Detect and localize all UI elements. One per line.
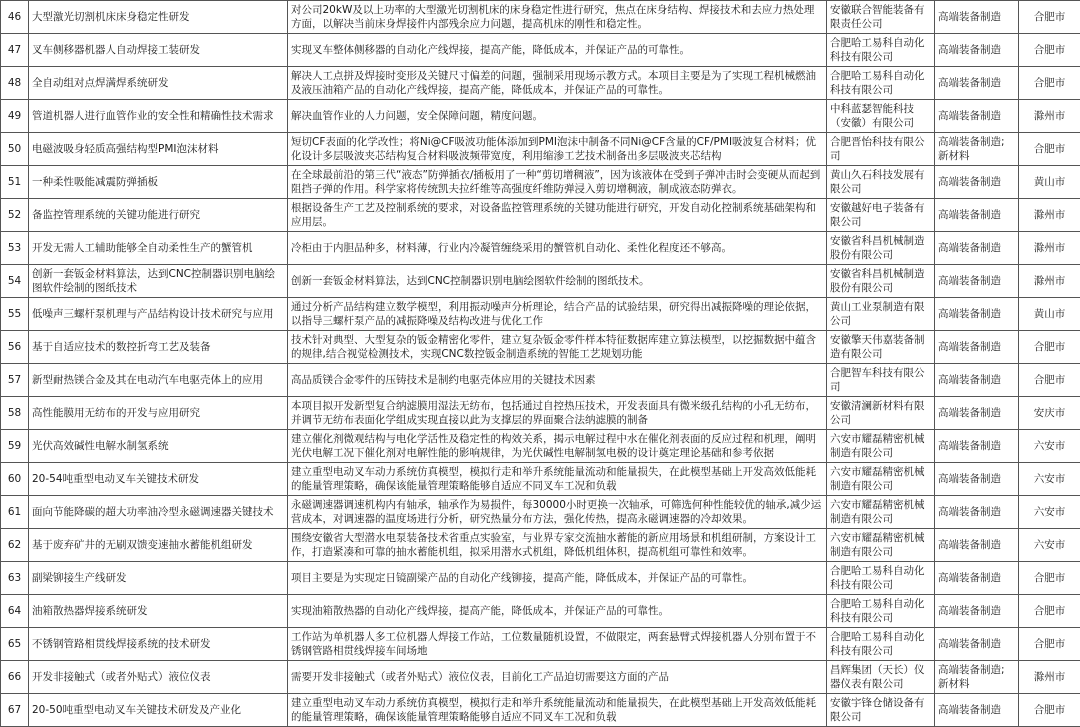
row-number-cell: 58	[1, 397, 29, 430]
industry-field-cell: 高端装备制造	[935, 364, 1019, 397]
row-number-cell: 56	[1, 331, 29, 364]
project-name-cell: 备监控管理系统的关键功能进行研究	[29, 199, 288, 232]
industry-field-cell: 高端装备制造	[935, 265, 1019, 298]
row-number-cell: 63	[1, 562, 29, 595]
industry-field-cell: 高端装备制造	[935, 463, 1019, 496]
requirement-description-cell: 本项目拟开发新型复合纳滤膜用湿法无纺布，包括通过自控热压技术，开发表面具有微米级孔结构的小孔无纺布，并调节无纺布表面化学组成实现直接以此为支撑层的界面聚合法纳滤膜的制备	[288, 397, 827, 430]
row-number-cell: 66	[1, 661, 29, 694]
project-name-cell: 光伏高效碱性电解水制氢系统	[29, 430, 288, 463]
city-cell: 合肥市	[1019, 562, 1080, 595]
city-cell: 六安市	[1019, 496, 1080, 529]
row-number-cell: 57	[1, 364, 29, 397]
city-cell: 合肥市	[1019, 34, 1080, 67]
row-number-cell: 46	[1, 1, 29, 34]
project-name-cell: 管道机器人进行血管作业的安全性和精确性技术需求	[29, 100, 288, 133]
project-name-cell: 开发无需人工辅助能够全自动柔性生产的蟹管机	[29, 232, 288, 265]
requirement-description-cell: 围绕安徽省大型潜水电泵装备技术省重点实验室，与业界专家交流抽水蓄能的新应用场景和机组研制，方案设计工作，打造紧凑和可靠的抽水蓄能机组，拟采用潜水式机组，降低机组体积，提高机组可靠性和效率。	[288, 529, 827, 562]
row-number-cell: 61	[1, 496, 29, 529]
organization-cell: 黄山久石科技发展有限公司	[827, 166, 935, 199]
industry-field-cell: 高端装备制造	[935, 430, 1019, 463]
organization-cell: 安徽省科昌机械制造股份有限公司	[827, 232, 935, 265]
city-cell: 六安市	[1019, 463, 1080, 496]
row-number-cell: 59	[1, 430, 29, 463]
requirement-description-cell: 冷柜由于内胆品种多，材料薄，行业内冷凝管缠绕采用的蟹管机自动化、柔性化程度还不够高。	[288, 232, 827, 265]
project-name-cell: 一种柔性吸能减震防弹插板	[29, 166, 288, 199]
industry-field-cell: 高端装备制造	[935, 34, 1019, 67]
organization-cell: 合肥哈工易科自动化科技有限公司	[827, 595, 935, 628]
table-row	[1, 298, 1080, 331]
project-name-cell: 创新一套钣金材料算法，达到CNC控制器识别电脑绘图软件绘制的图纸技术	[29, 265, 288, 298]
requirement-description-cell: 创新一套钣金材料算法，达到CNC控制器识别电脑绘图软件绘制的图纸技术。	[288, 265, 827, 298]
city-cell: 黄山市	[1019, 166, 1080, 199]
organization-cell: 安徽联合智能装备有限责任公司	[827, 1, 935, 34]
table-row	[1, 133, 1080, 166]
row-number-cell: 64	[1, 595, 29, 628]
table-row	[1, 199, 1080, 232]
organization-cell: 昌辉集团（天长）仪器仪表有限公司	[827, 661, 935, 694]
project-name-cell: 电磁波吸身轻质高强结构型PMI泡沫材料	[29, 133, 288, 166]
city-cell: 合肥市	[1019, 67, 1080, 100]
table-row	[1, 67, 1080, 100]
organization-cell: 合肥哈工易科自动化科技有限公司	[827, 34, 935, 67]
project-name-cell: 低噪声三螺杆泵机理与产品结构设计技术研究与应用	[29, 298, 288, 331]
industry-field-cell: 高端装备制造	[935, 298, 1019, 331]
requirement-description-cell: 工作站为单机器人多工位机器人焊接工作站，工位数量随机设置，不做限定，两套悬臂式焊接机器人分别布置于不锈钢管路相贯线焊接车间场地	[288, 628, 827, 661]
table-row	[1, 265, 1080, 298]
table-row	[1, 232, 1080, 265]
requirement-description-cell: 永磁调速器调速机构内有轴承，轴承作为易损件，每30000小时更换一次轴承，可筛选何种性能较优的轴承,减少运营成本，对调速器的温度场进行分析，研究热量分布方法，强化传热，提高永磁调速器的冷却效果。	[288, 496, 827, 529]
city-cell: 合肥市	[1019, 331, 1080, 364]
city-cell: 滁州市	[1019, 199, 1080, 232]
requirement-description-cell: 高品质镁合金零件的压铸技术是制约电驱壳体应用的关键技术因素	[288, 364, 827, 397]
city-cell: 合肥市	[1019, 628, 1080, 661]
industry-field-cell: 高端装备制造	[935, 331, 1019, 364]
organization-cell: 合肥哈工易科自动化科技有限公司	[827, 67, 935, 100]
industry-field-cell: 高端装备制造	[935, 397, 1019, 430]
row-number-cell: 54	[1, 265, 29, 298]
city-cell: 六安市	[1019, 529, 1080, 562]
requirement-description-cell: 解决人工点拼及焊接时变形及关键尺寸偏差的问题，强制采用现场示教方式。本项目主要是为了实现工程机械燃油及液压油箱产品的自动化产线焊接，提高产能，降低成本，并保证产品的可靠性。	[288, 67, 827, 100]
city-cell: 滁州市	[1019, 232, 1080, 265]
table-row	[1, 34, 1080, 67]
organization-cell: 安徽宇锋仓储设备有限公司	[827, 694, 935, 727]
row-number-cell: 53	[1, 232, 29, 265]
table-row	[1, 661, 1080, 694]
industry-field-cell: 高端装备制造	[935, 232, 1019, 265]
city-cell: 滁州市	[1019, 265, 1080, 298]
requirement-description-cell: 实现叉车整体侧移器的自动化产线焊接，提高产能，降低成本，并保证产品的可靠性。	[288, 34, 827, 67]
industry-field-cell: 高端装备制造	[935, 595, 1019, 628]
project-name-cell: 开发非接触式（或者外贴式）液位仪表	[29, 661, 288, 694]
table-row	[1, 100, 1080, 133]
industry-field-cell: 高端装备制造	[935, 166, 1019, 199]
organization-cell: 合肥哈工易科自动化科技有限公司	[827, 628, 935, 661]
requirement-description-cell: 通过分析产品结构建立数学模型，利用振动噪声分析理论，结合产品的试验结果，研究得出减振降噪的理论依据，以指导三螺杆泵产品的减振降噪及结构改进与优化工作	[288, 298, 827, 331]
industry-field-cell: 高端装备制造	[935, 529, 1019, 562]
organization-cell: 安徽擎天伟嘉装备制造有限公司	[827, 331, 935, 364]
organization-cell: 安徽越好电子装备有限公司	[827, 199, 935, 232]
requirement-description-cell: 建立重型电动叉车动力系统仿真模型，模拟行走和举升系统能量流动和能量损失，在此模型基础上开发高效低能耗的能量管理策略，确保该能量管理策略能够自适应不同叉车工况和负载	[288, 694, 827, 727]
row-number-cell: 65	[1, 628, 29, 661]
row-number-cell: 60	[1, 463, 29, 496]
project-name-cell: 不锈钢管路相贯线焊接系统的技术研发	[29, 628, 288, 661]
row-number-cell: 47	[1, 34, 29, 67]
project-name-cell: 20-50吨重型电动叉车关键技术研发及产业化	[29, 694, 288, 727]
city-cell: 安庆市	[1019, 397, 1080, 430]
project-name-cell: 新型耐热镁合金及其在电动汽车电驱壳体上的应用	[29, 364, 288, 397]
industry-field-cell: 高端装备制造	[935, 100, 1019, 133]
organization-cell: 合肥晋怡科技有限公司	[827, 133, 935, 166]
project-name-cell: 全自动组对点焊满焊系统研发	[29, 67, 288, 100]
requirement-description-cell: 需要开发非接触式（或者外贴式）液位仪表，目前化工产品迫切需要这方面的产品	[288, 661, 827, 694]
city-cell: 黄山市	[1019, 298, 1080, 331]
industry-field-cell: 高端装备制造	[935, 1, 1019, 34]
project-name-cell: 叉车侧移器机器人自动焊接工装研发	[29, 34, 288, 67]
project-name-cell: 油箱散热器焊接系统研发	[29, 595, 288, 628]
requirement-description-cell: 建立催化剂微观结构与电化学活性及稳定性的构效关系，揭示电解过程中水在催化剂表面的反应过程和机理，阐明光伏电解工况下催化剂对电解性能的影响规律，为光伏碱性电解制氢电极的设计奠定理论基础和参考依据	[288, 430, 827, 463]
city-cell: 滁州市	[1019, 661, 1080, 694]
requirement-description-cell: 技术针对典型、大型复杂的钣金精密化零件，建立复杂钣金零件样本特征数据库建立算法模型，以挖掘数据中蕴含的规律,结合视觉检测技术，实现CNC数控钣金制造系统的智能工艺规划功能	[288, 331, 827, 364]
organization-cell: 合肥智车科技有限公司	[827, 364, 935, 397]
row-number-cell: 55	[1, 298, 29, 331]
organization-cell: 中科蓝瑟智能科技（安徽）有限公司	[827, 100, 935, 133]
row-number-cell: 49	[1, 100, 29, 133]
industry-field-cell: 高端装备制造;新材料	[935, 133, 1019, 166]
project-name-cell: 基于废弃矿井的无刷双馈变速抽水蓄能机组研发	[29, 529, 288, 562]
table-row	[1, 628, 1080, 661]
industry-field-cell: 高端装备制造	[935, 562, 1019, 595]
requirement-description-cell: 对公司20kW及以上功率的大型激光切割机床的床身稳定性进行研究，焦点在床身结构、焊接技术和去应力热处理方面，以解决当前床身焊接件内部残余应力问题，提高机床的刚性和稳定性。	[288, 1, 827, 34]
requirement-description-cell: 实现油箱散热器的自动化产线焊接，提高产能，降低成本，并保证产品的可靠性。	[288, 595, 827, 628]
table-row	[1, 694, 1080, 727]
organization-cell: 六安市耀磊精密机械制造有限公司	[827, 430, 935, 463]
table-row	[1, 529, 1080, 562]
organization-cell: 六安市耀磊精密机械制造有限公司	[827, 463, 935, 496]
industry-field-cell: 高端装备制造	[935, 694, 1019, 727]
project-name-cell: 面向节能降碳的超大功率油冷型永磁调速器关键技术	[29, 496, 288, 529]
industry-field-cell: 高端装备制造	[935, 67, 1019, 100]
project-name-cell: 20-54吨重型电动叉车关键技术研发	[29, 463, 288, 496]
table-row	[1, 397, 1080, 430]
city-cell: 合肥市	[1019, 595, 1080, 628]
table-row	[1, 595, 1080, 628]
table-row	[1, 364, 1080, 397]
city-cell: 合肥市	[1019, 694, 1080, 727]
industry-field-cell: 高端装备制造	[935, 199, 1019, 232]
city-cell: 合肥市	[1019, 1, 1080, 34]
city-cell: 合肥市	[1019, 364, 1080, 397]
table-row	[1, 331, 1080, 364]
row-number-cell: 48	[1, 67, 29, 100]
table-body	[1, 1, 1080, 727]
industry-field-cell: 高端装备制造	[935, 496, 1019, 529]
table-row	[1, 1, 1080, 34]
row-number-cell: 62	[1, 529, 29, 562]
table-row	[1, 463, 1080, 496]
organization-cell: 合肥哈工易科自动化科技有限公司	[827, 562, 935, 595]
city-cell: 滁州市	[1019, 100, 1080, 133]
row-number-cell: 52	[1, 199, 29, 232]
row-number-cell: 50	[1, 133, 29, 166]
requirement-description-cell: 建立重型电动叉车动力系统仿真模型，模拟行走和举升系统能量流动和能量损失，在此模型基础上开发高效低能耗的能量管理策略，确保该能量管理策略能够自适应不同叉车工况和负载	[288, 463, 827, 496]
table-row	[1, 496, 1080, 529]
organization-cell: 安徽清澜新材料有限公司	[827, 397, 935, 430]
organization-cell: 六安市耀磊精密机械制造有限公司	[827, 529, 935, 562]
industry-field-cell: 高端装备制造	[935, 628, 1019, 661]
row-number-cell: 67	[1, 694, 29, 727]
table-row	[1, 166, 1080, 199]
project-name-cell: 大型激光切割机床床身稳定性研发	[29, 1, 288, 34]
requirement-description-cell: 根据设备生产工艺及控制系统的要求，对设备监控管理系统的关键功能进行研究，开发自动化控制系统基础架构和应用层。	[288, 199, 827, 232]
organization-cell: 安徽省科昌机械制造股份有限公司	[827, 265, 935, 298]
industry-field-cell: 高端装备制造;新材料	[935, 661, 1019, 694]
requirement-description-cell: 项目主要是为实现定日镜副梁产品的自动化产线铆接，提高产能，降低成本，并保证产品的可靠性。	[288, 562, 827, 595]
row-number-cell: 51	[1, 166, 29, 199]
requirement-description-cell: 短切CF表面的化学改性；将Ni@CF吸波功能体添加到PMI泡沫中制备不同Ni@CF含量的CF/PMI吸波复合材料；优化设计多层吸波夹芯结构复合材料吸波频带宽度，利用缩渗工艺技术制备出多层吸波夹芯结构	[288, 133, 827, 166]
project-name-cell: 基于自适应技术的数控折弯工艺及装备	[29, 331, 288, 364]
table-row	[1, 562, 1080, 595]
requirement-description-cell: 在全球最前沿的第三代“液态”防弹插衣/插板用了一种“剪切增稠液”，因为该液体在受到子弹冲击时会变硬从而起到阻挡子弹的作用。科学家将传统凯夫拉纤维等高强度纤维防弹浸入剪切增稠液，制成液态防弹衣。	[288, 166, 827, 199]
city-cell: 合肥市	[1019, 133, 1080, 166]
project-name-cell: 高性能膜用无纺布的开发与应用研究	[29, 397, 288, 430]
city-cell: 六安市	[1019, 430, 1080, 463]
project-name-cell: 副梁铆接生产线研发	[29, 562, 288, 595]
table-row	[1, 430, 1080, 463]
organization-cell: 黄山工业泵制造有限公司	[827, 298, 935, 331]
organization-cell: 六安市耀磊精密机械制造有限公司	[827, 496, 935, 529]
requirement-description-cell: 解决血管作业的人力问题，安全保障问题，精度问题。	[288, 100, 827, 133]
